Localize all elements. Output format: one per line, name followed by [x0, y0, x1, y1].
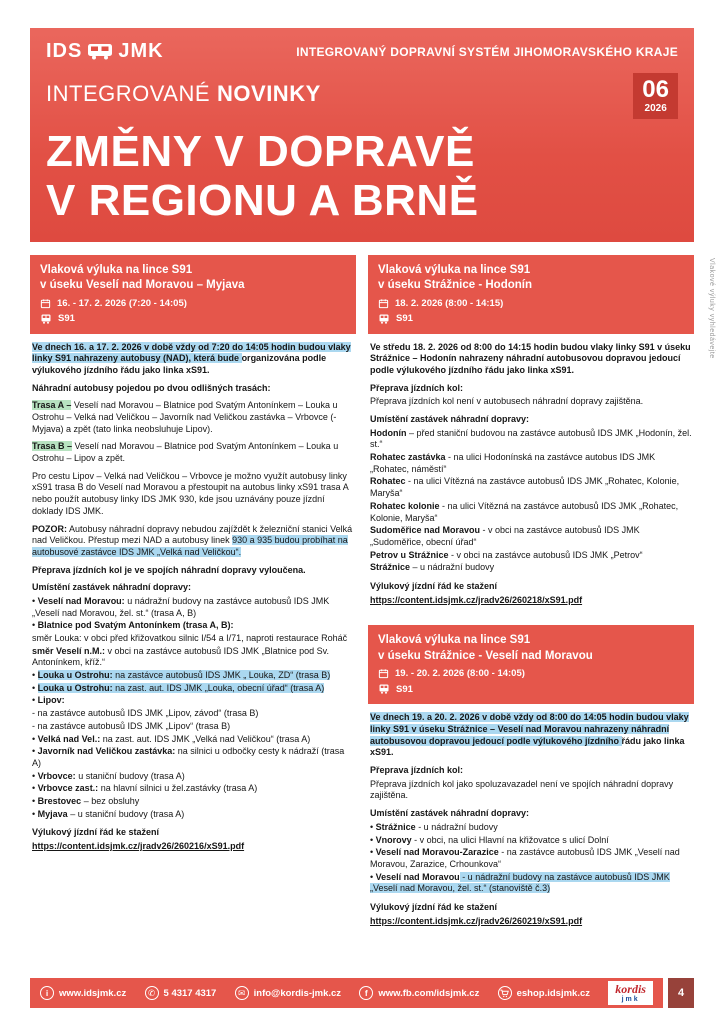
text-segment: - na zastávce autobusů IDS JMK „Lipov“ (trasa B): [32, 720, 231, 731]
section-body: [368, 704, 694, 927]
section-title-line1: Vlaková výluka na lince S91: [40, 263, 193, 276]
issue-year: 2026: [644, 103, 667, 114]
text-block: [370, 779, 692, 802]
section-line-badge: S91: [396, 313, 413, 325]
footer-eshop-label: eshop.idsjmk.cz: [516, 987, 590, 999]
section-line-badge: S91: [396, 683, 413, 695]
text-segment: Výlukový jízdní řád ke stažení: [370, 901, 498, 912]
text-segment: Veselí nad Moravou – Blatnice pod Svatým Antonínkem – Louka u Ostrohu – Lipov a zpět.: [32, 441, 339, 464]
text-block: [370, 822, 692, 834]
text-segment: řádu jako linka xS91.: [370, 735, 685, 758]
bus-logo-icon: [87, 43, 113, 60]
text-block: [32, 565, 354, 577]
text-segment: Přeprava jízdních kol není v autobusech náhradní dopravy zajištěna.: [370, 396, 644, 407]
text-segment: Přeprava jízdních kol:: [370, 382, 464, 393]
text-segment: Veselí nad Moravou: [375, 871, 460, 882]
text-block: [32, 827, 354, 839]
text-segment: na zast. aut. IDS JMK „Louka, obecní úřad“ (trasa A): [112, 682, 325, 693]
text-segment: - u nádražní budovy: [415, 821, 498, 832]
text-segment: Trasa A –: [32, 400, 72, 411]
text-segment: - v obci na zastávce autobusů IDS JMK „Sudoměřice, obecní úřad“: [370, 525, 640, 547]
text-block: [370, 452, 692, 475]
kordis-logo-bottom: jmk: [621, 996, 640, 1003]
text-segment: – před staniční budovou na zastávce autobusů IDS JMK „Hodonín, žel. st.“: [370, 427, 692, 450]
text-block: [32, 746, 354, 769]
text-segment: – u staniční budovy (trasa A): [67, 808, 185, 819]
text-segment: Trasa B –: [32, 441, 73, 452]
text-block: [32, 620, 354, 632]
text-block: [370, 414, 692, 426]
text-segment: organizována podle výlukového jízdního řádu jako linka xS91.: [32, 353, 327, 375]
text-block: [32, 582, 354, 594]
section-line-row: [378, 313, 684, 325]
text-segment: https://content.idsjmk.cz/jradv26/260216/xS91.pdf: [32, 841, 245, 851]
text-segment: u staniční budovy (trasa A): [75, 770, 185, 781]
text-block: [32, 342, 354, 377]
text-block: [32, 441, 354, 464]
text-segment: https://content.idsjmk.cz/jradv26/260218/xS91.pdf: [370, 594, 583, 605]
text-segment: na zastávce autobusů IDS JMK „ Louka, ZD“ (trasa B): [112, 670, 331, 681]
kordis-logo-top: kordis: [615, 982, 646, 996]
calendar-icon: [378, 298, 389, 309]
text-segment: – u nádražní budovy: [410, 562, 495, 573]
outage-section: [30, 255, 356, 860]
section-title-line1: Vlaková výluka na lince S91: [378, 634, 531, 647]
footer-facebook[interactable]: [359, 986, 479, 1000]
issue-number: 06: [642, 76, 669, 103]
text-segment: na zast. aut. IDS JMK „Velká nad Veličkou“ (trasa A): [100, 733, 311, 744]
section-date-row: [378, 668, 684, 679]
text-block: [32, 596, 354, 619]
text-segment: – bez obsluhy: [81, 795, 140, 806]
text-segment: na hlavní silnici u žel.zastávky (trasa A): [98, 783, 258, 794]
text-block: [370, 396, 692, 408]
idsjmk-logo: [46, 40, 164, 63]
text-block: [370, 835, 692, 847]
text-segment: - v obci, na ulici Hlavní na křižovatce s ulicí Dolní: [411, 834, 609, 845]
text-segment: Rohatec: [370, 476, 406, 487]
text-segment: - na ulici Hodonínská na zastávce autobus IDS JMK „Rohatec, náměstí“: [370, 452, 656, 474]
newsletter-title: [46, 81, 321, 107]
text-block: [32, 524, 354, 559]
text-segment: Ve dnech 19. a 20. 2. 2026 v době vždy od 8:00 do 14:05 hodin budou vlaky linky S91 v úseku Strážnice – Veselí nad Moravou nahrazeny náhradní autobusovou dopravou jedoucí podle výlukového jízdního: [370, 712, 689, 746]
newsletter-title-row: [46, 73, 678, 119]
text-block: [32, 771, 354, 783]
text-block: [32, 471, 354, 518]
section-header: [368, 255, 694, 334]
text-block: [370, 525, 692, 548]
text-segment: Rohatec kolonie: [370, 500, 440, 511]
text-block: [32, 721, 354, 733]
text-segment: Přeprava jízdních kol:: [370, 765, 464, 776]
mail-icon: ✉: [235, 986, 249, 1000]
text-segment: Strážnice: [370, 562, 411, 573]
footer-phone-label: 5 4317 4317: [163, 987, 217, 999]
text-block: [370, 550, 692, 562]
text-segment: - v obci na zastávce autobusů IDS JMK „Petrov“: [448, 549, 643, 560]
section-date-row: [40, 298, 346, 309]
bus-icon: [378, 313, 390, 325]
section-body: [30, 334, 356, 853]
page-title-line1: ZMĚNY V DOPRAVĚ: [46, 127, 475, 176]
text-segment: Veselí nad Moravou:: [37, 595, 125, 606]
text-segment: směr Louka: v obci před křižovatkou silnic I/54 a I/71, naproti restaurace Roháč: [32, 633, 348, 643]
newsletter-title-bold: NOVINKY: [217, 81, 321, 106]
text-block: [370, 428, 692, 451]
text-block: [32, 734, 354, 746]
cart-icon: [498, 986, 512, 1000]
section-title-line2: v úseku Strážnice - Veselí nad Moravou: [378, 649, 593, 662]
text-segment: Strážnice: [375, 821, 416, 832]
bus-icon: [40, 313, 52, 325]
text-segment: Pro cestu Lipov – Velká nad Veličkou – Vrbovce je možno využít autobusy linky xS91 trasa B do Veselí nad Moravou a přestoupit na autobus linky xS91 trasa A nebo použít autobusy linky IDS JMK 930, kde jsou uznávány pouze jízdní doklady IDS JMK.: [32, 470, 349, 516]
footer-facebook-label: www.fb.com/idsjmk.cz: [378, 987, 480, 999]
text-segment: Vrbovce zast.:: [37, 783, 99, 794]
text-segment: Výlukový jízdní řád ke stažení: [370, 580, 498, 591]
text-block: [32, 796, 354, 808]
text-block: [32, 708, 354, 720]
text-segment: Autobusy náhradní dopravy nebudou zajíždět k železniční stanici Velká nad Veličkou. Přestup mezi NAD a autobusy linek: [32, 523, 353, 546]
section-line-badge: S91: [58, 313, 75, 325]
text-segment: - na ulici Vítězná na zastávce autobusů IDS JMK „Rohatec, Kolonie, Maryša“: [370, 500, 679, 523]
text-segment: Hodonín: [370, 427, 407, 438]
section-date-row: [378, 298, 684, 309]
text-segment: - na ulici Vítězná na zastávce autobusů IDS JMK „Rohatec, Kolonie, Maryša“: [370, 476, 680, 499]
footer-email[interactable]: [235, 986, 341, 1000]
footer-bar: [30, 978, 663, 1008]
text-block: [370, 581, 692, 593]
download-link[interactable]: [370, 916, 692, 928]
hero-top-row: [46, 40, 678, 63]
column-right: [368, 255, 694, 935]
text-segment: Náhradní autobusy pojedou po dvou odlišných trasách:: [32, 382, 271, 393]
text-block: [370, 712, 692, 759]
section-date: 16. - 17. 2. 2026 (7:20 - 14:05): [57, 297, 187, 309]
text-block: [32, 633, 354, 645]
text-segment: Louka u Ostrohu:: [37, 670, 113, 681]
text-block: [32, 400, 354, 435]
section-header: [30, 255, 356, 334]
text-segment: https://content.idsjmk.cz/jradv26/260219/xS91.pdf: [370, 915, 583, 926]
text-block: [32, 695, 354, 707]
calendar-icon: [378, 668, 389, 679]
section-title-line2: v úseku Strážnice - Hodonín: [378, 279, 532, 292]
calendar-icon: [40, 298, 51, 309]
text-segment: u nádražní budovy na zastávce autobusů IDS JMK „Veselí nad Moravou, žel. st.“ (trasa A, B): [32, 595, 330, 618]
text-segment: Vrbovce:: [37, 770, 76, 781]
footer-eshop[interactable]: [498, 986, 590, 1000]
text-segment: 930 a 935 budou probíhat na autobusové zastávce IDS JMK „Velká nad Veličkou“.: [32, 535, 348, 557]
text-segment: Umístění zastávek náhradní dopravy:: [32, 582, 192, 593]
section-date: 19. - 20. 2. 2026 (8:00 - 14:05): [395, 668, 525, 680]
text-block: [370, 902, 692, 914]
info-icon: i: [40, 986, 54, 1000]
text-block: [370, 808, 692, 820]
text-segment: Louka u Ostrohu:: [37, 682, 113, 693]
kordis-logo: [608, 981, 653, 1005]
text-segment: Ve středu 18. 2. 2026 od 8:00 do 14:15 hodin budou vlaky linky S91 v úseku Strážnice – Hodonín nahrazeny náhradní autobusovou dopravou jedoucí podle výlukového jízdního řádu jako linka xS91.: [370, 341, 691, 375]
text-block: [32, 646, 354, 669]
text-segment: Výlukový jízdní řád ke stažení: [32, 827, 160, 838]
outage-section: [368, 255, 694, 614]
section-date: 18. 2. 2026 (8:00 - 14:15): [395, 297, 504, 309]
section-body: [368, 334, 694, 607]
text-block: [32, 670, 354, 682]
outage-section: [368, 625, 694, 934]
text-block: [32, 809, 354, 821]
logo-ids-text: IDS: [46, 40, 83, 62]
content-columns: [30, 255, 694, 935]
text-segment: Brestovec: [37, 795, 82, 806]
text-segment: Přeprava jízdních kol jako spoluzavazadel není ve spojích náhradní dopravy zajištěna.: [370, 778, 674, 801]
text-segment: Veselí nad Moravou – Blatnice pod Svatým Antonínkem – Louka u Ostrohu – Velká nad Veličkou – Javorník nad Veličkou zastávka – Vrbovce (- Myjava) a zpět (tato linka neobsluhuje Lipov).: [32, 400, 338, 434]
text-segment: v obci na zastávce autobusů IDS JMK „Blatnice pod Sv. Antonínkem, kříž.“: [32, 645, 329, 668]
text-segment: - na zastávce autobusů IDS JMK „Lipov, závod“ (trasa B): [32, 708, 259, 719]
text-block: [370, 872, 692, 895]
text-segment: Umístění zastávek náhradní dopravy:: [370, 808, 530, 819]
section-title-line1: Vlaková výluka na lince S91: [378, 263, 531, 276]
text-segment: - u nádražní budovy na zastávce autobusů IDS JMK „Veselí nad Moravou, žel. st.“ (stanoviště č.3): [370, 871, 670, 894]
section-title-line2: v úseku Veselí nad Moravou – Myjava: [40, 279, 245, 292]
text-block: [370, 847, 692, 870]
bus-icon: [378, 683, 390, 695]
text-segment: Blatnice pod Svatým Antonínkem (trasa A, B):: [37, 620, 234, 631]
text-block: [370, 383, 692, 395]
text-block: [32, 783, 354, 795]
facebook-icon: f: [359, 986, 373, 1000]
text-block: [32, 683, 354, 695]
download-link[interactable]: [32, 841, 354, 853]
text-segment: na silnici u odbočky cesty k nádraží (trasa A): [32, 746, 345, 768]
footer-website-label: www.idsjmk.cz: [59, 987, 127, 999]
text-block: [370, 501, 692, 524]
text-block: [370, 342, 692, 377]
download-link[interactable]: [370, 595, 692, 607]
text-block: [32, 383, 354, 395]
logo-jmk-text: JMK: [118, 40, 164, 62]
text-segment: Vnorovy: [375, 834, 412, 845]
text-block: [370, 562, 692, 574]
section-header: [368, 625, 694, 704]
text-segment: POZOR:: [32, 523, 67, 534]
text-segment: směr Veselí n.M.:: [32, 645, 106, 656]
text-segment: Rohatec zastávka: [370, 452, 446, 463]
text-segment: Přeprava jízdních kol je ve spojích náhradní dopravy vyloučena.: [32, 564, 306, 575]
text-block: [370, 765, 692, 777]
system-title: INTEGROVANÝ DOPRAVNÍ SYSTÉM JIHOMORAVSKÉHO KRAJE: [296, 44, 678, 59]
footer-link-website[interactable]: [40, 986, 126, 1000]
page-title: [46, 127, 678, 226]
column-left: [30, 255, 356, 935]
text-segment: Myjava: [37, 808, 68, 819]
text-segment: Velká nad Vel.:: [37, 733, 101, 744]
section-line-row: [40, 313, 346, 325]
text-segment: Ve dnech 16. a 17. 2. 2026 v době vždy od 7:20 do 14:05 hodin budou vlaky linky S91 nahrazeny autobusy (NAD), která bude: [32, 341, 351, 364]
issue-badge: [633, 73, 678, 119]
footer-email-label: info@kordis-jmk.cz: [253, 987, 342, 999]
text-segment: Petrov u Strážnice: [370, 549, 449, 560]
phone-icon: ✆: [145, 986, 159, 1000]
page-number-badge: 4: [668, 978, 694, 1008]
text-segment: - na zastávce autobusů IDS JMK „Veselí nad Moravou, Zarazice, Crhounkova“: [370, 847, 680, 869]
text-block: [370, 476, 692, 499]
text-segment: Veselí nad Moravou-Zarazice: [375, 847, 499, 858]
page-title-line2: V REGIONU A BRNĚ: [46, 176, 479, 226]
newsletter-title-light: INTEGROVANÉ: [46, 81, 211, 106]
section-line-row: [378, 683, 684, 695]
hero-banner: [30, 28, 694, 242]
text-segment: Javorník nad Veličkou zastávka:: [37, 746, 176, 757]
vertical-side-note: Vlakové výluky vyhledávejte: [708, 258, 715, 359]
footer: [30, 978, 694, 1008]
text-segment: Sudoměřice nad Moravou: [370, 525, 481, 536]
text-segment: Lipov:: [37, 695, 65, 706]
text-segment: Umístění zastávek náhradní dopravy:: [370, 414, 530, 424]
footer-phone[interactable]: [145, 986, 217, 1000]
